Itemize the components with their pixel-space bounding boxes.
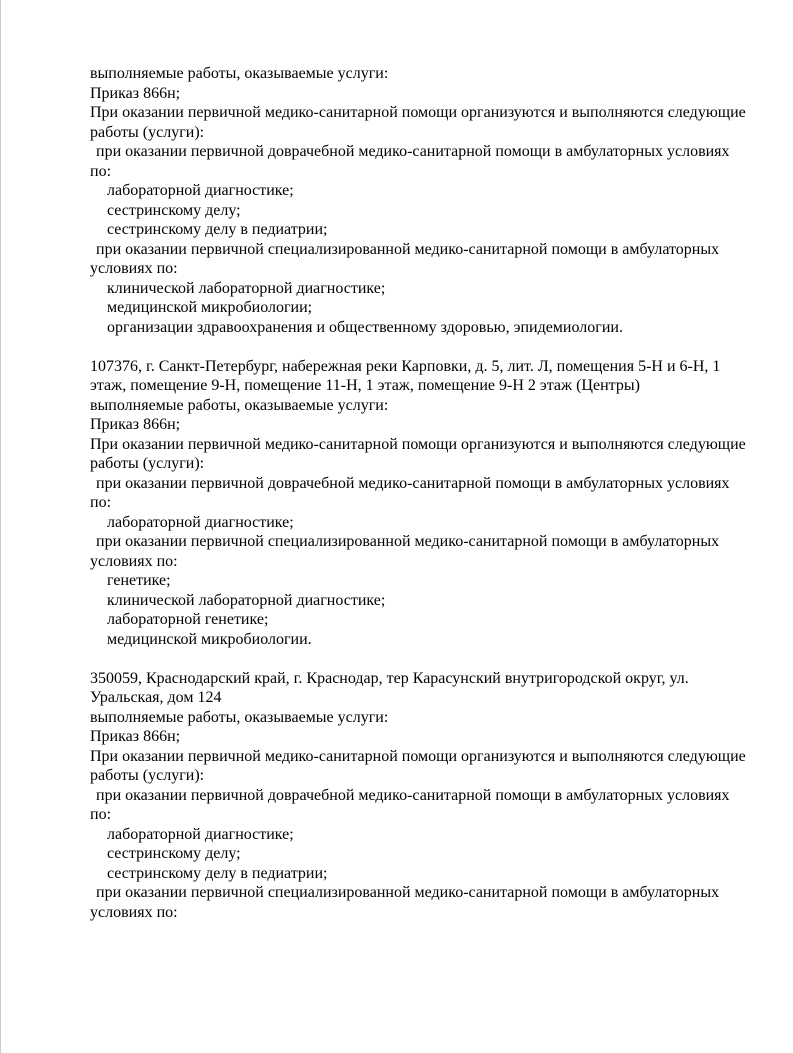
text-line: лабораторной диагностике;	[107, 825, 294, 843]
services-block-continuation	[90, 64, 745, 337]
text-line: При оказании первичной медико-санитарной помощи организуются и выполняются следующие	[90, 747, 746, 765]
text-line: при оказании первичной доврачебной медико-санитарной помощи в амбулаторных условиях	[96, 143, 730, 160]
text-line: при оказании первичной специализированной медико-санитарной помощи в амбулаторных	[96, 533, 720, 550]
address-block-spb	[90, 357, 745, 650]
text-line: сестринскому делу в педиатрии;	[107, 221, 328, 238]
text-line: 107376, г. Санкт-Петербург, набережная реки Карповки, д. 5, лит. Л, помещения 5-Н и 6-Н, 1	[90, 357, 721, 375]
text-line: этаж, помещение 9-Н, помещение 11-Н, 1 этаж, помещение 9-Н 2 этаж (Центры)	[90, 377, 640, 394]
document-content	[90, 64, 745, 922]
text-line: выполняемые работы, оказываемые услуги:	[90, 65, 389, 82]
text-line: лабораторной диагностике;	[107, 182, 294, 199]
text-line: При оказании первичной медико-санитарной помощи организуются и выполняются следующие	[90, 104, 746, 121]
text-line: клинической лабораторной диагностике;	[107, 591, 386, 609]
text-line: условиях по:	[90, 260, 178, 277]
text-line: медицинской микробиологии.	[107, 630, 312, 648]
text-line: условиях по:	[90, 903, 178, 921]
text-line: Приказ 866н;	[90, 728, 181, 745]
text-line: сестринскому делу;	[107, 845, 241, 862]
text-line: выполняемые работы, оказываемые услуги:	[90, 396, 389, 414]
text-line: Приказ 866н;	[90, 84, 181, 102]
text-line: по:	[90, 494, 112, 511]
text-line: генетике;	[107, 572, 171, 589]
text-line: работы (услуги):	[90, 455, 205, 472]
text-line: условиях по:	[90, 552, 178, 570]
text-line: при оказании первичной доврачебной медико-санитарной помощи в амбулаторных условиях	[96, 786, 730, 804]
text-line: сестринскому делу;	[107, 201, 241, 219]
address-block-krasnodar	[90, 669, 745, 923]
text-line: 350059, Краснодарский край, г. Краснодар, тер Карасунский внутригородской округ, ул.	[90, 669, 689, 687]
text-line: выполняемые работы, оказываемые услуги:	[90, 708, 389, 726]
text-line: при оказании первичной специализированной медико-санитарной помощи в амбулаторных	[96, 884, 720, 901]
text-line: при оказании первичной доврачебной медико-санитарной помощи в амбулаторных условиях	[96, 474, 730, 492]
text-line: работы (услуги):	[90, 123, 205, 141]
text-line: медицинской микробиологии;	[107, 299, 313, 316]
text-line: работы (услуги):	[90, 767, 205, 784]
text-line: по:	[90, 162, 112, 180]
page-left-edge	[0, 0, 1, 1053]
text-line: сестринскому делу в педиатрии;	[107, 864, 328, 882]
text-line: организации здравоохранения и общественному здоровью, эпидемиологии.	[107, 318, 623, 336]
text-line: лабораторной диагностике;	[107, 513, 294, 531]
text-line: Уральская, дом 124	[90, 689, 222, 706]
text-line: Приказ 866н;	[90, 416, 181, 433]
text-line: по:	[90, 806, 112, 823]
text-line: при оказании первичной специализированной медико-санитарной помощи в амбулаторных	[96, 240, 720, 258]
text-line: клинической лабораторной диагностике;	[107, 279, 386, 297]
text-line: При оказании первичной медико-санитарной помощи организуются и выполняются следующие	[90, 435, 746, 453]
text-line: лабораторной генетике;	[107, 611, 269, 628]
